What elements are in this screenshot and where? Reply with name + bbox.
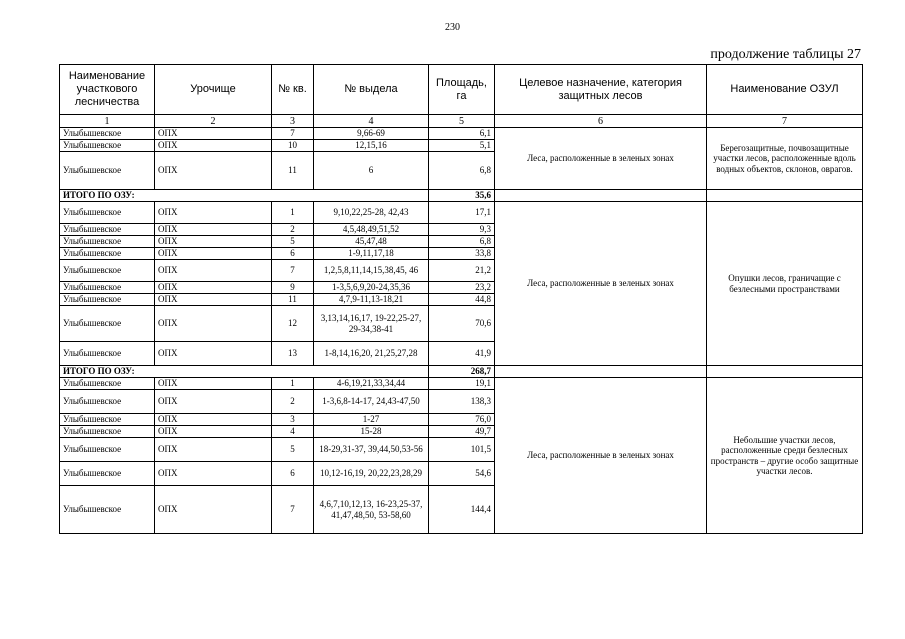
header-area: Площадь, га xyxy=(429,65,495,115)
cell-allotment: 10,12-16,19, 20,22,23,28,29 xyxy=(314,462,429,486)
cell-area: 144,4 xyxy=(429,486,495,534)
header-number: 4 xyxy=(314,115,429,128)
cell-quarter: 1 xyxy=(272,202,314,224)
total-area: 268,7 xyxy=(429,366,495,378)
cell-allotment: 9,10,22,25-28, 42,43 xyxy=(314,202,429,224)
cell-quarter: 7 xyxy=(272,128,314,140)
cell-allotment: 45,47,48 xyxy=(314,236,429,248)
header-row xyxy=(60,65,863,115)
cell-tract: ОПХ xyxy=(155,140,272,152)
cell-district: Улыбышевское xyxy=(60,486,155,534)
header-number: 2 xyxy=(155,115,272,128)
cell-tract: ОПХ xyxy=(155,438,272,462)
empty-cell xyxy=(495,366,707,378)
cell-tract: ОПХ xyxy=(155,236,272,248)
cell-quarter: 3 xyxy=(272,414,314,426)
cell-purpose: Леса, расположенные в зеленых зонах xyxy=(495,378,707,534)
cell-district: Улыбышевское xyxy=(60,236,155,248)
total-label: ИТОГО ПО ОЗУ: xyxy=(60,366,429,378)
header-number: 5 xyxy=(429,115,495,128)
cell-district: Улыбышевское xyxy=(60,426,155,438)
cell-ozul: Опушки лесов, граничащие с безлесными пространствами xyxy=(707,202,863,366)
cell-tract: ОПХ xyxy=(155,462,272,486)
cell-quarter: 7 xyxy=(272,260,314,282)
cell-district: Улыбышевское xyxy=(60,306,155,342)
cell-quarter: 11 xyxy=(272,152,314,190)
cell-district: Улыбышевское xyxy=(60,438,155,462)
cell-allotment: 1-9,11,17,18 xyxy=(314,248,429,260)
cell-tract: ОПХ xyxy=(155,202,272,224)
cell-area: 101,5 xyxy=(429,438,495,462)
cell-allotment: 1,2,5,8,11,14,15,38,45, 46 xyxy=(314,260,429,282)
cell-quarter: 7 xyxy=(272,486,314,534)
cell-district: Улыбышевское xyxy=(60,224,155,236)
cell-allotment: 1-3,5,6,9,20-24,35,36 xyxy=(314,282,429,294)
empty-cell xyxy=(495,190,707,202)
cell-area: 6,8 xyxy=(429,236,495,248)
cell-area: 138,3 xyxy=(429,390,495,414)
header-number: 6 xyxy=(495,115,707,128)
cell-tract: ОПХ xyxy=(155,414,272,426)
cell-district: Улыбышевское xyxy=(60,128,155,140)
cell-allotment: 4-6,19,21,33,34,44 xyxy=(314,378,429,390)
cell-quarter: 9 xyxy=(272,282,314,294)
cell-tract: ОПХ xyxy=(155,224,272,236)
table-continuation-caption: продолжение таблицы 27 xyxy=(710,47,861,62)
cell-area: 70,6 xyxy=(429,306,495,342)
cell-tract: ОПХ xyxy=(155,152,272,190)
cell-tract: ОПХ xyxy=(155,390,272,414)
cell-allotment: 4,7,9-11,13-18,21 xyxy=(314,294,429,306)
cell-area: 44,8 xyxy=(429,294,495,306)
cell-allotment: 3,13,14,16,17, 19-22,25-27, 29-34,38-41 xyxy=(314,306,429,342)
cell-area: 49,7 xyxy=(429,426,495,438)
cell-quarter: 12 xyxy=(272,306,314,342)
cell-tract: ОПХ xyxy=(155,342,272,366)
cell-district: Улыбышевское xyxy=(60,260,155,282)
cell-area: 6,1 xyxy=(429,128,495,140)
cell-area: 23,2 xyxy=(429,282,495,294)
cell-allotment: 1-27 xyxy=(314,414,429,426)
cell-quarter: 1 xyxy=(272,378,314,390)
cell-area: 54,6 xyxy=(429,462,495,486)
header-number-row xyxy=(60,115,863,128)
cell-quarter: 2 xyxy=(272,390,314,414)
cell-allotment: 1-8,14,16,20, 21,25,27,28 xyxy=(314,342,429,366)
cell-quarter: 6 xyxy=(272,248,314,260)
empty-cell xyxy=(707,190,863,202)
cell-area: 6,8 xyxy=(429,152,495,190)
cell-district: Улыбышевское xyxy=(60,202,155,224)
header-number: 1 xyxy=(60,115,155,128)
header-number: 3 xyxy=(272,115,314,128)
cell-tract: ОПХ xyxy=(155,486,272,534)
cell-area: 19,1 xyxy=(429,378,495,390)
cell-district: Улыбышевское xyxy=(60,462,155,486)
cell-area: 17,1 xyxy=(429,202,495,224)
cell-quarter: 5 xyxy=(272,236,314,248)
cell-area: 33,8 xyxy=(429,248,495,260)
cell-allotment: 9,66-69 xyxy=(314,128,429,140)
cell-ozul: Небольшие участки лесов, расположенные среди безлесных пространств – другие особо защитные участки лесов. xyxy=(707,378,863,534)
cell-purpose: Леса, расположенные в зеленых зонах xyxy=(495,128,707,190)
cell-area: 9,3 xyxy=(429,224,495,236)
cell-tract: ОПХ xyxy=(155,128,272,140)
header-ozul: Наименование ОЗУЛ xyxy=(707,65,863,115)
forest-plots-table xyxy=(59,64,863,534)
cell-district: Улыбышевское xyxy=(60,342,155,366)
cell-district: Улыбышевское xyxy=(60,414,155,426)
empty-cell xyxy=(707,366,863,378)
cell-tract: ОПХ xyxy=(155,260,272,282)
cell-district: Улыбышевское xyxy=(60,140,155,152)
table-row xyxy=(60,128,863,140)
cell-area: 76,0 xyxy=(429,414,495,426)
table-row xyxy=(60,378,863,390)
cell-area: 21,2 xyxy=(429,260,495,282)
header-tract: Урочище xyxy=(155,65,272,115)
cell-tract: ОПХ xyxy=(155,248,272,260)
header-district: Наименование участкового лесничества xyxy=(60,65,155,115)
header-purpose: Целевое назначение, категория защитных лесов xyxy=(495,65,707,115)
total-row xyxy=(60,190,863,202)
cell-quarter: 2 xyxy=(272,224,314,236)
cell-allotment: 1-3,6,8-14-17, 24,43-47,50 xyxy=(314,390,429,414)
cell-allotment: 6 xyxy=(314,152,429,190)
cell-allotment: 4,5,48,49,51,52 xyxy=(314,224,429,236)
cell-ozul: Берегозащитные, почвозащитные участки лесов, расположенные вдоль водных объектов, склонов, оврагов. xyxy=(707,128,863,190)
cell-tract: ОПХ xyxy=(155,378,272,390)
header-allotment: № выдела xyxy=(314,65,429,115)
cell-tract: ОПХ xyxy=(155,426,272,438)
cell-quarter: 6 xyxy=(272,462,314,486)
total-row xyxy=(60,366,863,378)
cell-quarter: 13 xyxy=(272,342,314,366)
total-label: ИТОГО ПО ОЗУ: xyxy=(60,190,429,202)
header-number: 7 xyxy=(707,115,863,128)
cell-quarter: 11 xyxy=(272,294,314,306)
page-number: 230 xyxy=(445,22,460,33)
cell-allotment: 18-29,31-37, 39,44,50,53-56 xyxy=(314,438,429,462)
cell-district: Улыбышевское xyxy=(60,282,155,294)
cell-quarter: 5 xyxy=(272,438,314,462)
cell-district: Улыбышевское xyxy=(60,248,155,260)
cell-district: Улыбышевское xyxy=(60,390,155,414)
cell-area: 5,1 xyxy=(429,140,495,152)
cell-district: Улыбышевское xyxy=(60,378,155,390)
cell-tract: ОПХ xyxy=(155,282,272,294)
cell-allotment: 4,6,7,10,12,13, 16-23,25-37, 41,47,48,50, 53-58,60 xyxy=(314,486,429,534)
cell-allotment: 12,15,16 xyxy=(314,140,429,152)
cell-purpose: Леса, расположенные в зеленых зонах xyxy=(495,202,707,366)
cell-tract: ОПХ xyxy=(155,294,272,306)
cell-tract: ОПХ xyxy=(155,306,272,342)
table-row xyxy=(60,202,863,224)
total-area: 35,6 xyxy=(429,190,495,202)
cell-quarter: 10 xyxy=(272,140,314,152)
cell-allotment: 15-28 xyxy=(314,426,429,438)
cell-area: 41,9 xyxy=(429,342,495,366)
header-quarter: № кв. xyxy=(272,65,314,115)
cell-district: Улыбышевское xyxy=(60,294,155,306)
cell-district: Улыбышевское xyxy=(60,152,155,190)
cell-quarter: 4 xyxy=(272,426,314,438)
